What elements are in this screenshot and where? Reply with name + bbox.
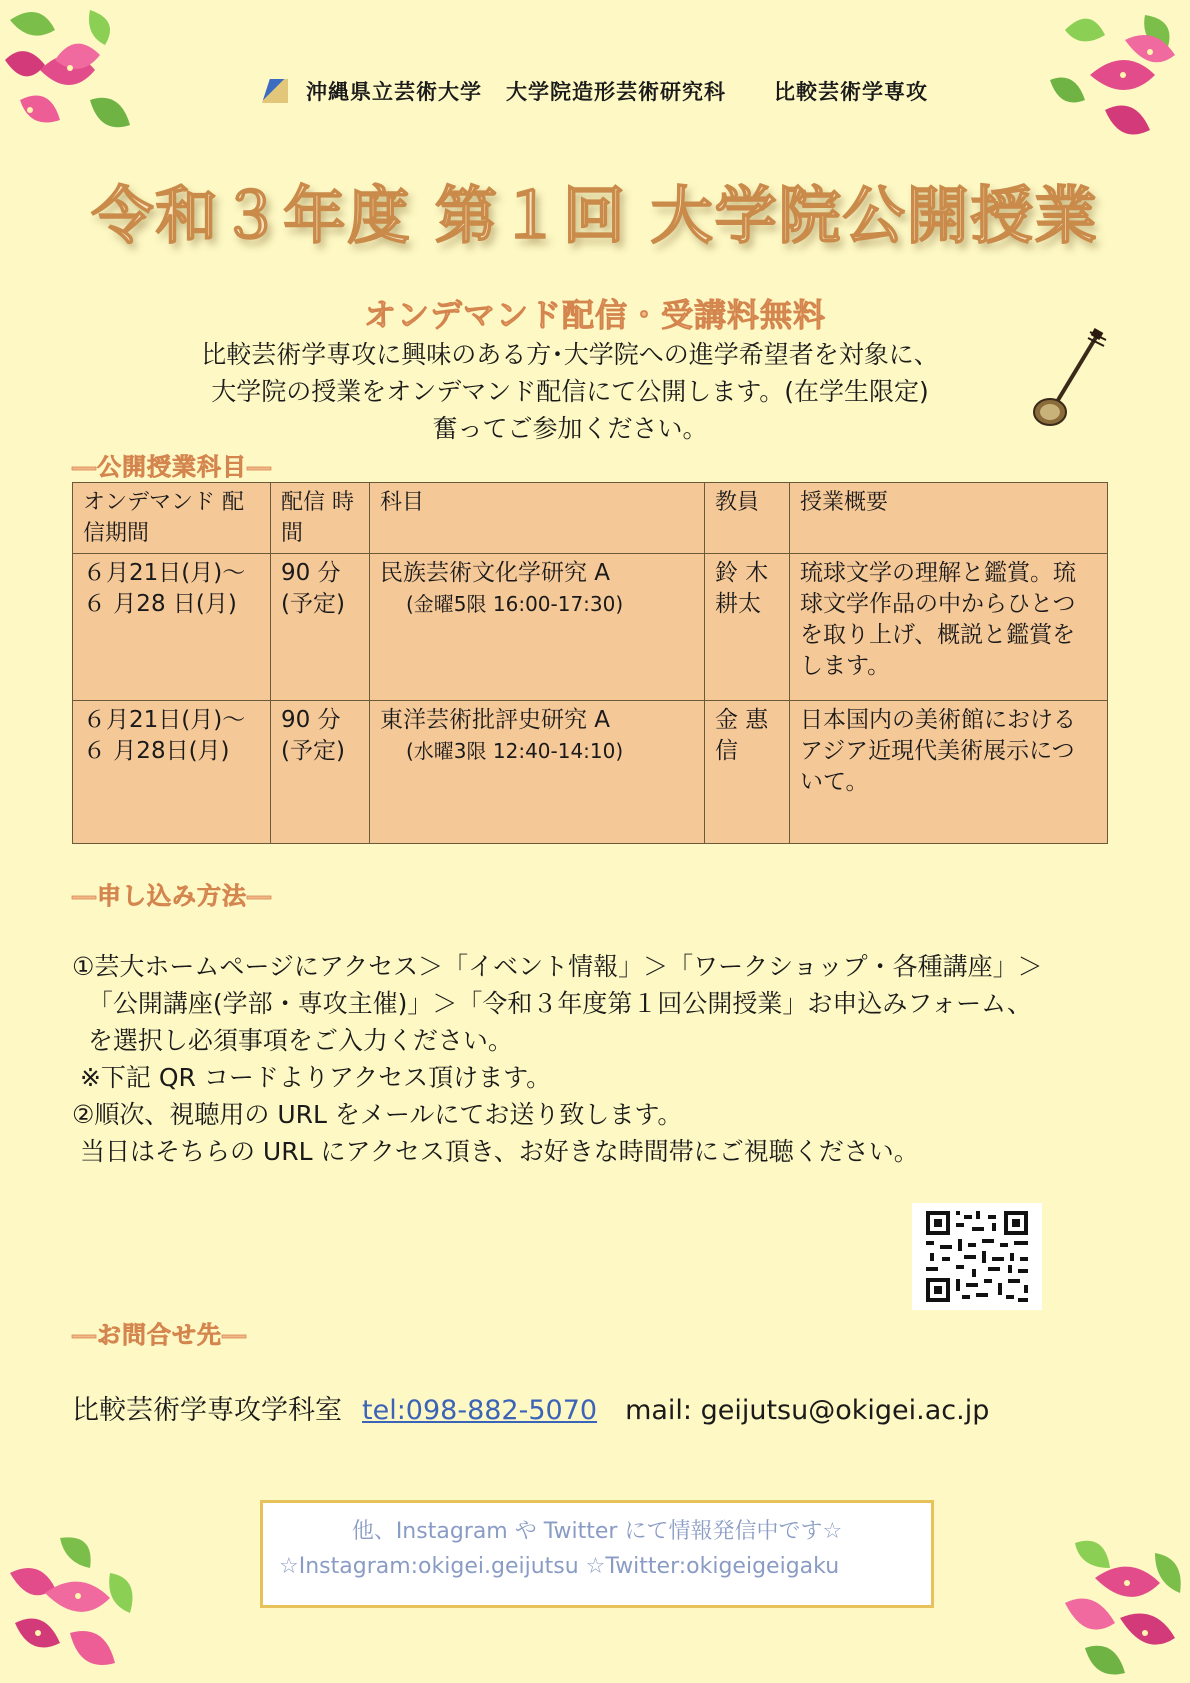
cell-time: 90 分 (予定)	[271, 554, 370, 701]
flower-bottom-left-icon	[0, 1533, 150, 1683]
cell-subject	[370, 701, 705, 844]
contact-heading: ―お問合せ先―	[72, 1321, 247, 1349]
table-row	[73, 554, 1108, 701]
graduate-school-name: 大学院造形芸術研究科	[506, 80, 726, 104]
intro-text	[0, 336, 1140, 447]
apply-line-4: ※下記 QR コードよりアクセス頂けます。	[72, 1063, 552, 1092]
table-header-row	[73, 483, 1108, 554]
cell-time: 90 分 (予定)	[271, 701, 370, 844]
column-header-period: オンデマンド 配信期間	[73, 483, 271, 554]
page-subtitle: オンデマンド配信・受講料無料	[363, 296, 826, 334]
flower-bottom-right-icon	[1045, 1533, 1190, 1683]
qr-code-icon[interactable]	[912, 1203, 1042, 1310]
page-title: 令和３年度 第１回 大学院公開授業	[91, 179, 1099, 252]
column-header-time: 配信 時間	[271, 483, 370, 554]
column-header-summary: 授業概要	[790, 483, 1108, 554]
flower-top-right-icon	[1045, 0, 1190, 150]
cell-subject	[370, 554, 705, 701]
column-header-subject: 科目	[370, 483, 705, 554]
apply-line-5: ②順次、視聴用の URL をメールにてお送り致します。	[72, 1100, 683, 1129]
intro-line-2: 大学院の授業をオンデマンド配信にて公開します。(在学生限定)	[211, 377, 929, 406]
cell-period: ６月21日(月)～ ６ 月28日(月)	[73, 701, 271, 844]
contact-office: 比較芸術学専攻学科室	[72, 1395, 342, 1426]
cell-period: ６月21日(月)～ ６ 月28 日(月)	[73, 554, 271, 701]
cell-summary: 日本国内の美術館におけるアジア近現代美術展示について。	[790, 701, 1108, 844]
cell-teacher: 鈴 木 耕太	[705, 554, 790, 701]
sns-line-2: ☆Instagram:okigei.geijutsu ☆Twitter:okigeigeigaku	[279, 1554, 840, 1579]
contact-mail: mail: geijutsu@okigei.ac.jp	[625, 1395, 990, 1426]
subject-name: 民族芸術文化学研究 A	[380, 560, 611, 586]
sns-info-box	[260, 1500, 934, 1608]
apply-line-1: ①芸大ホームページにアクセス＞「イベント情報」＞「ワークショップ・各種講座」＞	[72, 952, 1043, 981]
apply-line-2: 「公開講座(学部・専攻主催)」＞「令和３年度第１回公開授業」お申込みフォーム、	[72, 989, 1032, 1018]
organization-header	[0, 76, 1190, 106]
contact-tel-link[interactable]: tel:098-882-5070	[362, 1395, 598, 1426]
cell-teacher: 金 惠信	[705, 701, 790, 844]
logo-icon	[262, 79, 288, 103]
intro-line-3: 奮ってご参加ください。	[432, 414, 708, 443]
sanshin-icon	[1030, 328, 1110, 428]
department-name: 比較芸術学専攻	[774, 80, 928, 104]
university-name: 沖縄県立芸術大学	[306, 80, 482, 104]
courses-heading: ―公開授業科目―	[72, 453, 272, 481]
contact-line	[72, 1388, 989, 1427]
apply-instructions	[72, 948, 1043, 1170]
flower-top-left-icon	[0, 0, 150, 150]
apply-line-6: 当日はそちらの URL にアクセス頂き、お好きな時間帯にご視聴ください。	[72, 1137, 919, 1166]
apply-line-3: を選択し必須事項をご入力ください。	[72, 1026, 513, 1055]
subject-schedule: (金曜5限 16:00-17:30)	[406, 592, 624, 616]
apply-heading: ―申し込み方法―	[72, 882, 272, 910]
column-header-teacher: 教員	[705, 483, 790, 554]
table-row	[73, 701, 1108, 844]
subject-schedule: (水曜3限 12:40-14:10)	[406, 739, 624, 763]
intro-line-1: 比較芸術学専攻に興味のある方･大学院への進学希望者を対象に、	[201, 340, 939, 369]
subject-name: 東洋芸術批評史研究 A	[380, 707, 611, 733]
sns-line-1: 他、Instagram や Twitter にて情報発信中です☆	[351, 1519, 843, 1544]
courses-table	[72, 482, 1108, 844]
cell-summary: 琉球文学の理解と鑑賞。琉球文学作品の中からひとつを取り上げ、概説と鑑賞をします。	[790, 554, 1108, 701]
